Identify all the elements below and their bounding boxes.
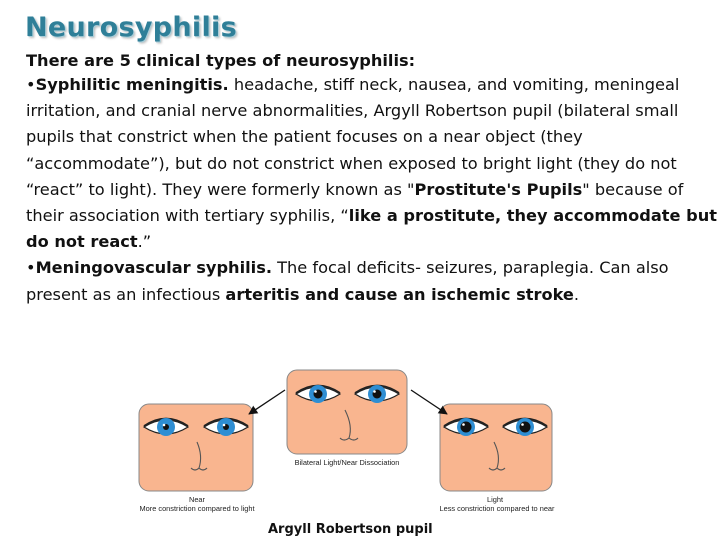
near-face [139,404,253,491]
emphasis-text: like a prostitute, they accommodate but do not react [26,206,717,252]
light-label: Light [486,495,504,504]
near-label: Near [188,495,206,504]
item-text: " because of their association with tertiary syphilis, “ [26,179,684,226]
argyll-robertson-figure [127,364,569,520]
emphasis-text: Prostitute's Pupils [414,179,583,199]
item-text: headache, stiff neck, nausea, and vomiting, meningeal irritation, and cranial nerve abnormalities, Argyll Robertson pupil (bilateral small pupils that constrict when the patient focuses on a near object (they “accommodate”), but do not constrict when exposed to bright light (they do not “react” to light). They were formerly known as " [26,75,680,199]
near-sublabel: More constriction compared to light [139,504,255,513]
emphasis-text: arteritis and cause an ischemic stroke [225,284,574,304]
light-sublabel: Less constriction compared to near [439,504,555,513]
item-text: . [573,284,580,304]
center-label: Bilateral Light/Near Dissociation [294,458,400,467]
item-heading: Syphilitic meningitis. [35,75,229,94]
slide-body [26,50,726,308]
light-face [440,404,552,491]
item-heading: Meningovascular syphilis. [35,258,273,278]
center-face [287,370,407,454]
arrow-right [411,390,447,414]
bullet: • [26,258,36,278]
bullet: • [26,75,36,94]
item-text: .” [137,232,152,252]
item-text: The focal deficits- seizures, paraplegia. Can also present as an infectious [26,258,669,304]
list-item-meningovascular [26,255,726,307]
arrow-left [249,390,285,414]
slide-title: Neurosyphilis [25,12,237,43]
list-item-meningitis [26,72,726,255]
figure-caption: Argyll Robertson pupil [268,522,433,537]
intro-line: There are 5 clinical types of neurosyphilis: [26,51,416,70]
